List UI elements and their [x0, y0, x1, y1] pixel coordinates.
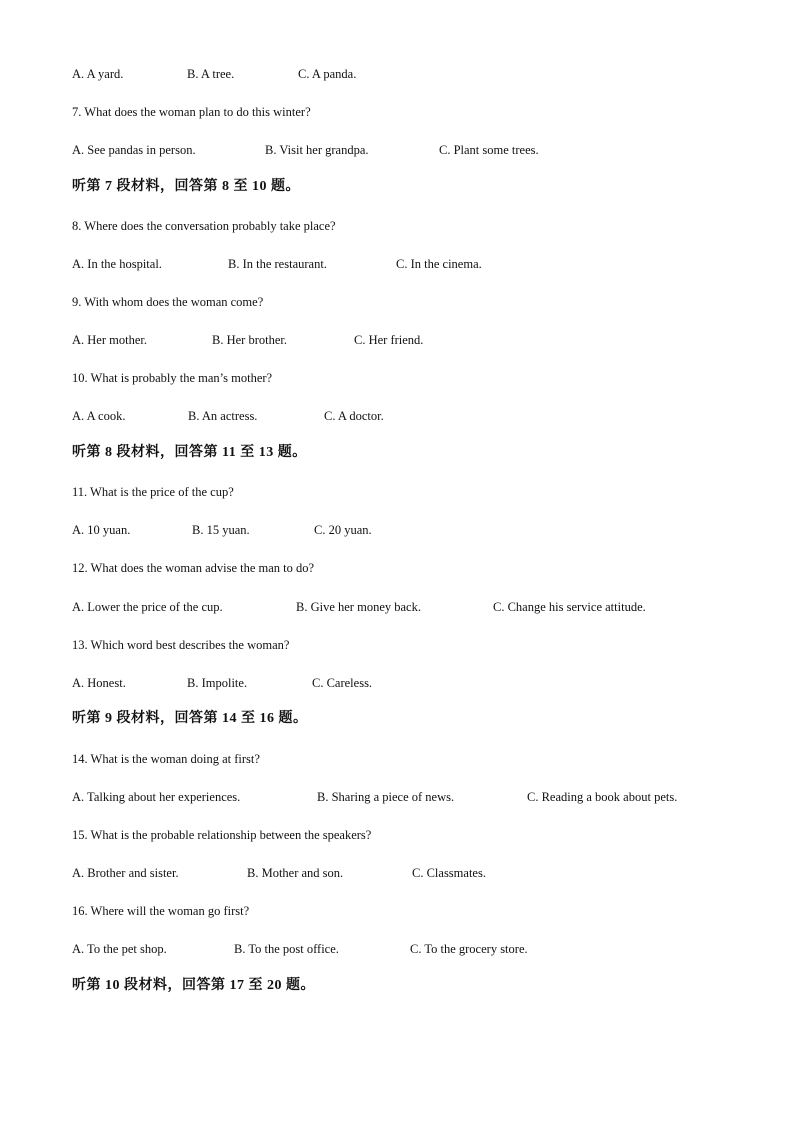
option-b: B. A tree.	[187, 67, 235, 81]
option-a: A. To the pet shop.	[72, 942, 167, 956]
question-9: 9. With whom does the woman come?	[72, 295, 264, 309]
option-c: C. Reading a book about pets.	[527, 790, 678, 804]
option-c: C. Change his service attitude.	[493, 600, 646, 614]
option-a: A. Talking about her experiences.	[72, 790, 241, 804]
option-c: C. Classmates.	[412, 866, 486, 880]
option-b: B. Sharing a piece of news.	[317, 790, 455, 804]
question-8: 8. Where does the conversation probably take place?	[72, 219, 336, 233]
option-c: C. 20 yuan.	[314, 523, 372, 537]
option-a: A. A cook.	[72, 409, 126, 423]
option-b: B. In the restaurant.	[228, 257, 327, 271]
question-14: 14. What is the woman doing at first?	[72, 752, 260, 766]
option-b: B. An actress.	[188, 409, 258, 423]
option-b: B. Visit her grandpa.	[265, 143, 369, 157]
option-c: C. Her friend.	[354, 333, 424, 347]
option-c: C. Careless.	[312, 676, 373, 690]
option-b: B. 15 yuan.	[192, 523, 250, 537]
option-c: C. A doctor.	[324, 409, 384, 423]
option-a: A. See pandas in person.	[72, 143, 196, 157]
option-c: C. Plant some trees.	[439, 143, 539, 157]
option-c: C. In the cinema.	[396, 257, 482, 271]
option-b: B. Mother and son.	[247, 866, 344, 880]
option-b: B. Impolite.	[187, 676, 248, 690]
question-16: 16. Where will the woman go first?	[72, 904, 250, 918]
option-c: C. To the grocery store.	[410, 942, 528, 956]
option-c: C. A panda.	[298, 67, 357, 81]
option-a: A. In the hospital.	[72, 257, 162, 271]
section-heading-8: 听第 8 段材料，回答第 11 至 13 题。	[72, 445, 307, 460]
question-10: 10. What is probably the man’s mother?	[72, 371, 273, 385]
option-a: A. 10 yuan.	[72, 523, 131, 537]
option-a: A. Honest.	[72, 676, 126, 690]
section-heading-7: 听第 7 段材料，回答第 8 至 10 题。	[72, 179, 300, 194]
question-13: 13. Which word best describes the woman?	[72, 638, 290, 652]
question-7: 7. What does the woman plan to do this winter?	[72, 105, 311, 119]
option-a: A. A yard.	[72, 67, 124, 81]
option-a: A. Brother and sister.	[72, 866, 179, 880]
question-11: 11. What is the price of the cup?	[72, 485, 234, 499]
option-a: A. Lower the price of the cup.	[72, 600, 223, 614]
option-b: B. To the post office.	[234, 942, 339, 956]
option-b: B. Give her money back.	[296, 600, 421, 614]
section-heading-9: 听第 9 段材料，回答第 14 至 16 题。	[72, 711, 308, 726]
option-a: A. Her mother.	[72, 333, 147, 347]
question-15: 15. What is the probable relationship between the speakers?	[72, 828, 372, 842]
option-b: B. Her brother.	[212, 333, 287, 347]
section-heading-10: 听第 10 段材料，回答第 17 至 20 题。	[72, 978, 315, 993]
question-12: 12. What does the woman advise the man to do?	[72, 561, 315, 575]
